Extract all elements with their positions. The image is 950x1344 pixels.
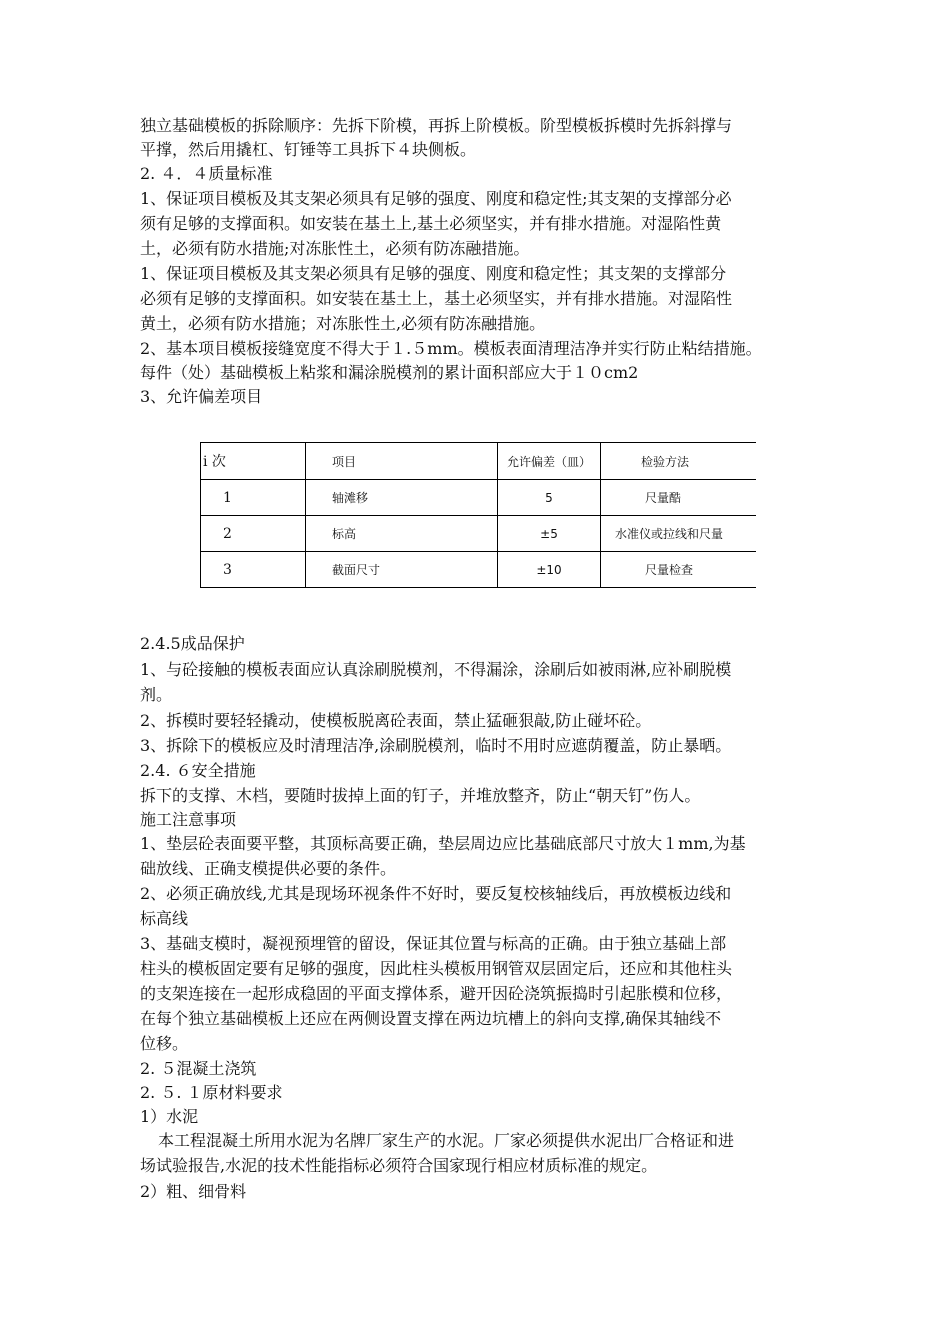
section-heading: 2. ５. １原材料要求 [140, 1083, 283, 1102]
paragraph-line: 必须有足够的支撑面积。如安装在基土上，基土必须坚实，并有排水措施。对湿陷性 [140, 289, 733, 308]
section-heading: 2. ４．４质量标准 [140, 164, 273, 183]
paragraph-line: 1、保证项目模板及其支架必须具有足够的强度、刚度和稳定性;其支架的支撑部分必 [140, 189, 732, 208]
paragraph-line: 3、允许偏差项目 [140, 387, 263, 406]
table-cell: ±10 [498, 552, 601, 588]
paragraph-line: 1、与砼接触的模板表面应认真涂刷脱模剂，不得漏涂，涂刷后如被雨淋,应补刷脱模 [140, 660, 732, 679]
table-row [201, 480, 757, 516]
table-row [201, 552, 757, 588]
table-cell: 尺量酷 [601, 480, 757, 516]
section-heading: 2）粗、细骨料 [140, 1182, 247, 1201]
header-cell: i 次 [201, 443, 306, 480]
section-heading: 施工注意事项 [140, 810, 237, 829]
table-cell: 截面尺寸 [306, 552, 498, 588]
paragraph-line: 2、基本项目模板接缝宽度不得大于１.５mm。模板表面清理洁净并实行防止粘结措施。 [140, 339, 762, 358]
paragraph-line: 1、保证项目模板及其支架必须具有足够的强度、刚度和稳定性；其支架的支撑部分 [140, 264, 727, 283]
table-header-row [201, 443, 757, 480]
table-cell: 轴滩移 [306, 480, 498, 516]
paragraph-line: 每件（处）基础模板上粘浆和漏涂脱模剂的累计面积部应大于１０cm2 [140, 363, 639, 382]
paragraph-line: 黄土，必须有防水措施；对冻胀性土,必须有防冻融措施。 [140, 314, 546, 333]
paragraph-line: 场试验报告,水泥的技术性能指标必须符合国家现行相应材质标准的规定。 [140, 1156, 658, 1175]
section-heading: 2.4. ６安全措施 [140, 761, 256, 780]
header-cell: 项目 [306, 443, 498, 480]
section-heading: 1）水泥 [140, 1107, 199, 1126]
paragraph-line: 3、基础支模时，凝视预埋管的留设，保证其位置与标高的正确。由于独立基础上部 [140, 934, 727, 953]
tolerance-table [200, 442, 756, 588]
table-cell: 水准仪或拉线和尺量 [601, 516, 757, 552]
table-cell: 3 [201, 552, 306, 588]
paragraph-line: 拆下的支撑、木档，要随时拔掉上面的钉子，并堆放整齐，防止“朝天钉”伤人。 [140, 786, 701, 805]
paragraph-line: 土，必须有防水措施;对冻胀性土，必须有防冻融措施。 [140, 239, 530, 258]
table-cell: 1 [201, 480, 306, 516]
paragraph-line: 2、必须正确放线,尤其是现场环视条件不好时，要反复校核轴线后，再放模板边线和 [140, 884, 732, 903]
header-cell: 允许偏差（皿） [498, 443, 601, 480]
paragraph-line: 平撑，然后用撬杠、钉锤等工具拆下４块侧板。 [140, 140, 477, 159]
paragraph-line: 位移。 [140, 1034, 189, 1053]
section-heading: 2.4.5成品保护 [140, 634, 245, 653]
paragraph-line: 在每个独立基础模板上还应在两侧设置支撑在两边坑槽上的斜向支撑,确保其轴线不 [140, 1009, 722, 1028]
table-cell: 标高 [306, 516, 498, 552]
paragraph-line: 本工程混凝土所用水泥为名牌厂家生产的水泥。厂家必须提供水泥出厂合格证和进 [158, 1131, 735, 1150]
table-cell: 2 [201, 516, 306, 552]
paragraph-line: 2、拆模时要轻轻撬动，使模板脱离砼表面，禁止猛砸狠敲,防止碰坏砼。 [140, 711, 652, 730]
paragraph-line: 须有足够的支撑面积。如安装在基土上,基土必须坚实，并有排水措施。对湿陷性黄 [140, 214, 722, 233]
paragraph-line: 独立基础模板的拆除顺序：先拆下阶模，再拆上阶模板。阶型模板拆模时先拆斜撑与 [140, 116, 733, 135]
header-cell: 检验方法 [601, 443, 757, 480]
table-cell: 尺量检查 [601, 552, 757, 588]
table-cell: ±5 [498, 516, 601, 552]
paragraph-line: 柱头的模板固定要有足够的强度，因此柱头模板用钢管双层固定后，还应和其他柱头 [140, 959, 733, 978]
paragraph-line: 1、垫层砼表面要平整，其顶标高要正确，垫层周边应比基础底部尺寸放大１mm,为基 [140, 834, 746, 853]
paragraph-line: 3、拆除下的模板应及时清理洁净,涂刷脱模剂，临时不用时应遮荫覆盖，防止暴晒。 [140, 736, 732, 755]
paragraph-line: 剂。 [140, 685, 173, 704]
paragraph-line: 础放线、正确支模提供必要的条件。 [140, 859, 397, 878]
paragraph-line: 标高线 [140, 909, 189, 928]
table-row [201, 516, 757, 552]
paragraph-line: 的支架连接在一起形成稳固的平面支撑体系，避开因砼浇筑振捣时引起胀模和位移， [140, 984, 733, 1003]
table-cell: 5 [498, 480, 601, 516]
section-heading: 2. ５混凝土浇筑 [140, 1059, 257, 1078]
